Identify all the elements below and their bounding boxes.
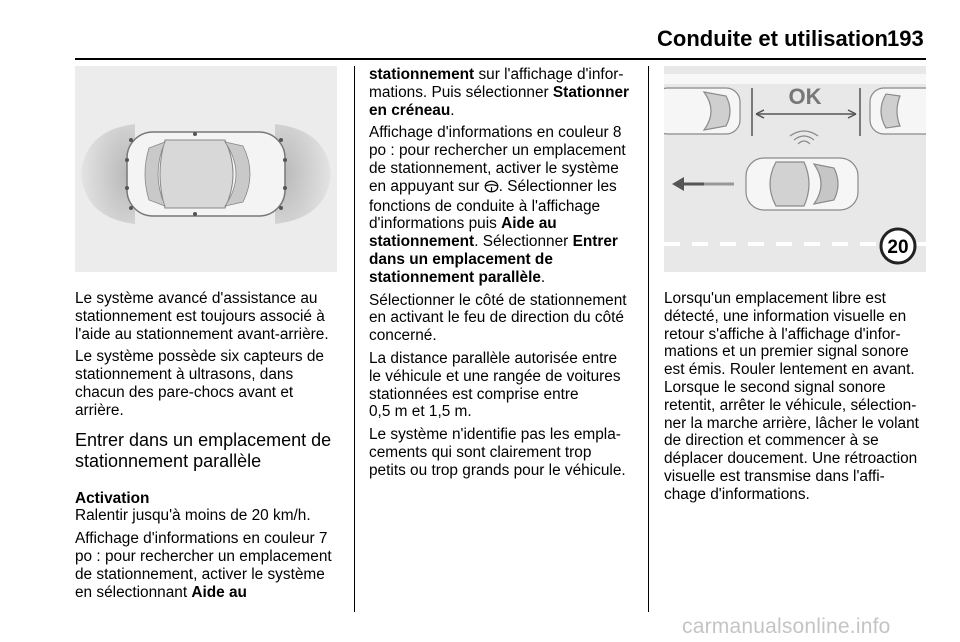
paragraph: Lorsqu'un emplacement libre est détecté, une information visuelle en retour s'affiche à l'affichage d'infor- mations et un premier signal sonore est émis. Rouler lentement en avant. Lorsque le second signal sonore retentit, arrêter le véhicule, sélection- ner la marche arrière, lâcher le volant de direction et commencer à se déplacer doucement. Une rétroaction visuelle est transmise dans l'affi- chage d'informations.	[664, 290, 919, 503]
bold-term: Stationner en créneau	[369, 83, 630, 119]
section-heading: Entrer dans un emplacement de stationnement parallèle	[75, 429, 332, 471]
paragraph: Sélectionner le côté de stationnement en activant le feu de direction du côté concerné.	[369, 291, 627, 345]
parallel-parking-figure	[664, 66, 926, 272]
column-1	[75, 66, 337, 606]
paragraph: Ralentir jusqu'à moins de 20 km/h.	[75, 507, 311, 525]
bold-term: Entrer dans un emplacement de stationnement parallèle	[369, 233, 618, 286]
watermark: carmanualsonline.info	[682, 615, 891, 638]
column-2	[369, 66, 631, 485]
paragraph: Le système possède six capteurs de stationnement à ultrasons, dans chacun des pare-chocs avant et arrière.	[75, 348, 324, 419]
figure-number: 20	[887, 237, 909, 258]
text: . Sélectionner les fonctions de conduite à l'affichage d'informations puis	[369, 177, 617, 233]
page-number: 193	[887, 26, 924, 51]
text: Affichage d'informations en couleur 7 po : pour rechercher un emplacement de stationnement, activer le système en sélectionnant	[75, 530, 332, 601]
column-divider	[354, 66, 355, 612]
parked-car-right	[870, 88, 926, 134]
subheading-activation: Activation	[75, 489, 150, 507]
text: sur l'affichage d'infor- mations. Puis sélectionner	[369, 66, 624, 101]
moving-car	[746, 158, 858, 210]
text: . Sélectionner	[474, 233, 573, 251]
paragraph: La distance parallèle autorisée entre le véhicule et une rangée de voitures stationnées est comprise entre 0,5 m et 1,5 m.	[369, 349, 621, 421]
section-title: Conduite et utilisation	[657, 26, 888, 51]
steering-wheel-icon	[484, 180, 499, 198]
paragraph: Le système n'identifie pas les empla- cements qui sont clairement trop petits ou trop grands pour le véhicule.	[369, 426, 626, 479]
paragraph	[369, 66, 631, 119]
bold-term: Aide au	[191, 583, 247, 601]
car-roof	[160, 140, 233, 208]
parallel-parking-illustration	[664, 66, 926, 272]
bold-term: Aide au stationnement	[369, 215, 557, 251]
ok-label: OK	[788, 84, 822, 109]
text: Affichage d'informations en couleur 8 po : pour rechercher un emplacement de stationnement, activer le système en appuyant sur	[369, 124, 626, 195]
column-3	[664, 66, 926, 509]
page-header	[0, 0, 960, 60]
text: .	[540, 268, 546, 286]
parked-car-left	[664, 88, 740, 134]
bold-term: stationnement	[369, 66, 475, 83]
paragraph: Le système avancé d'assistance au stationnement est toujours associé à l'aide au stationnement avant-arrière.	[75, 290, 329, 343]
header-divider	[75, 58, 926, 60]
car-sensor-zones-illustration	[75, 66, 337, 272]
text: .	[450, 101, 455, 119]
paragraph	[75, 530, 337, 601]
parking-sensor-figure	[75, 66, 337, 272]
column-divider	[648, 66, 649, 612]
paragraph	[369, 124, 631, 286]
